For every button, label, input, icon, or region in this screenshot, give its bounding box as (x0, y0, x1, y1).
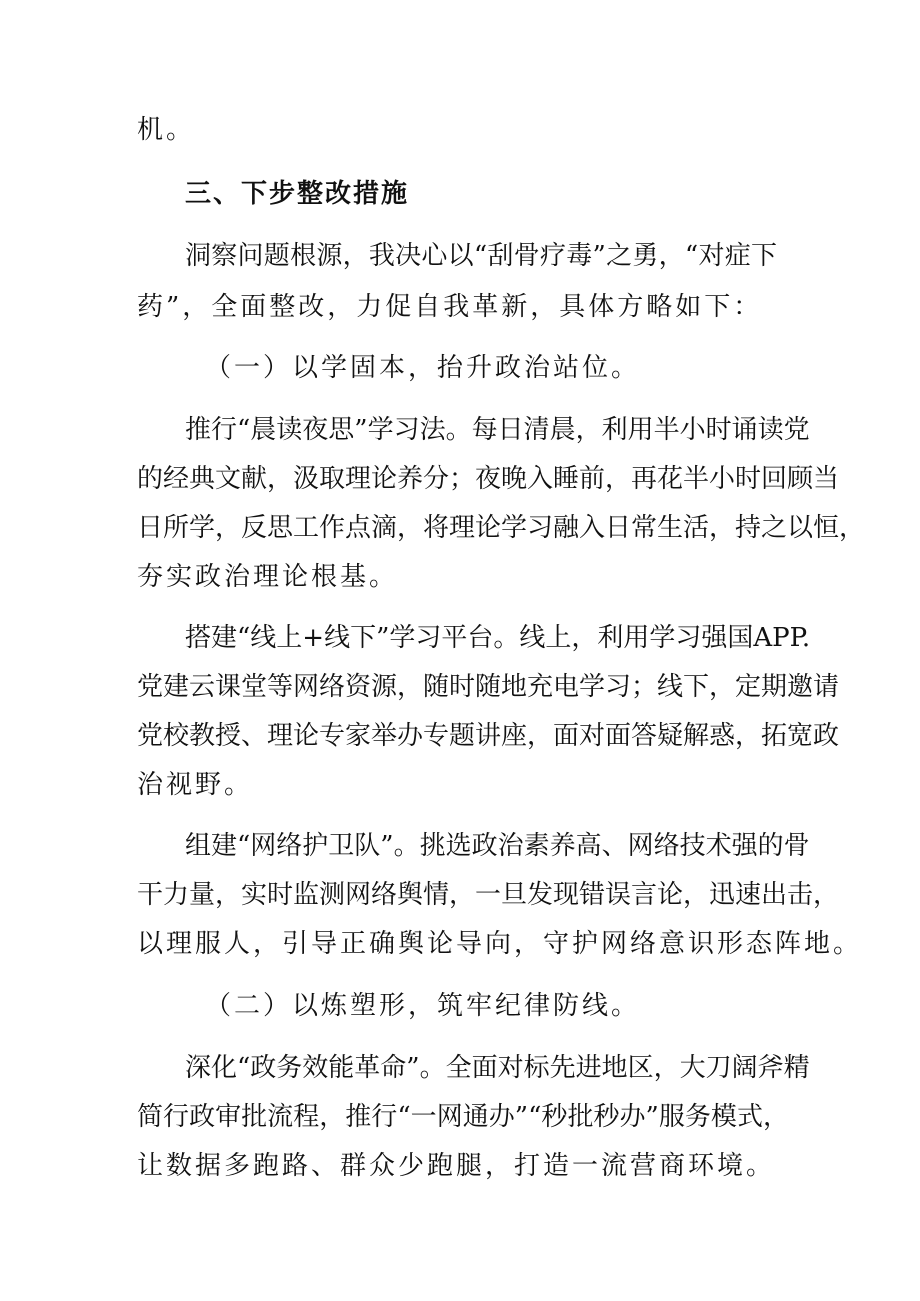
subsection-heading: （一）以学固本，抬升政治站位。 (205, 353, 641, 383)
paragraph-line: 组建“网络护卫队”。挑选政治素养高、网络技术强的骨 (185, 831, 810, 861)
paragraph-line: 洞察问题根源，我决心以“刮骨疗毒”之勇，“对症下 (185, 241, 777, 271)
subsection-heading: （二）以炼塑形，筑牢纪律防线。 (205, 991, 641, 1021)
paragraph-line: 以理服人，引导正确舆论导向，守护网络意识形态阵地。 (137, 929, 863, 959)
paragraph-line: 日所学，反思工作点滴，将理论学习融入日常生活，持之以恒， (137, 513, 866, 543)
paragraph-line: 深化“政务效能革命”。全面对标先进地区，大刀阔斧精 (185, 1053, 810, 1083)
paragraph-line: 党建云课堂等网络资源，随时随地充电学习；线下，定期邀请 (137, 672, 840, 702)
paragraph-line: 简行政审批流程，推行“一网通办”“秒批秒办”服务模式， (137, 1102, 789, 1132)
paragraph-line: 药”，全面整改，力促自我革新，具体方略如下： (137, 292, 763, 322)
section-heading: 三、下步整改措施 (185, 179, 410, 209)
paragraph-line: 推行“晨读夜思”学习法。每日清晨，利用半小时诵读党 (185, 415, 810, 445)
paragraph-line: 让数据多跑路、群众少跑腿，打造一流营商环境。 (137, 1151, 776, 1181)
paragraph-line: 治视野。 (137, 770, 254, 800)
paragraph-line: 夯实政治理论根基。 (137, 562, 399, 592)
paragraph-line: 搭建“线上+线下”学习平台。线上，利用学习强国APP. (185, 623, 811, 653)
paragraph-line: 的经典文献，汲取理论养分；夜晚入睡前，再花半小时回顾当 (137, 464, 840, 494)
paragraph-line: 干力量，实时监测网络舆情，一旦发现错误言论，迅速出击， (137, 880, 840, 910)
paragraph-continuation-line: 机。 (137, 115, 196, 145)
paragraph-line: 党校教授、理论专家举办专题讲座，面对面答疑解惑，拓宽政 (137, 721, 840, 751)
